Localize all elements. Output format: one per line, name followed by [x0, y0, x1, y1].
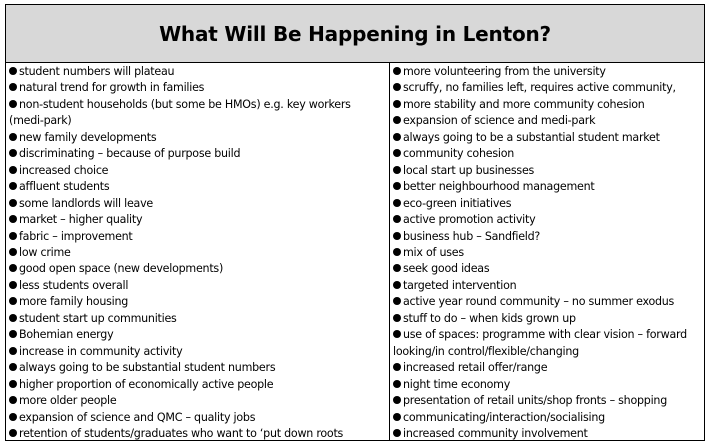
list-item-text: discriminating – because of purpose build: [19, 147, 241, 161]
list-item: [6, 377, 389, 393]
bullet-icon: [393, 215, 401, 223]
list-item-text: active year round community – no summer exodus: [403, 295, 675, 309]
list-item-text: better neighbourhood management: [403, 180, 595, 194]
list-item-text: increased choice: [19, 163, 109, 177]
bullet-icon: [393, 314, 401, 322]
bullet-icon: [9, 347, 17, 355]
list-item: [390, 278, 704, 294]
title-row: [6, 5, 704, 63]
list-item: [6, 426, 389, 442]
list-item-text: seek good ideas: [403, 262, 490, 276]
list-item: [6, 410, 389, 426]
list-item-text: local start up businesses: [403, 163, 535, 177]
list-item: [390, 393, 704, 409]
bullet-icon: [393, 133, 401, 141]
list-item: [390, 146, 704, 162]
bullet-icon: [393, 264, 401, 272]
list-item-text: fabric – improvement: [19, 229, 133, 243]
list-item-text: always going to be substantial student numbers: [19, 361, 276, 375]
list-item: [390, 294, 704, 310]
bullet-icon: [393, 429, 401, 437]
list-item: [6, 344, 389, 360]
bullet-icon: [393, 100, 401, 108]
list-item-text: always going to be a substantial student market: [403, 130, 660, 144]
list-item: [6, 245, 389, 261]
bullet-icon: [9, 182, 17, 190]
list-item-text: expansion of science and medi-park: [403, 114, 596, 128]
bullet-icon: [393, 363, 401, 371]
list-item: [390, 360, 704, 376]
list-item: [390, 410, 704, 426]
list-item-text: market – higher quality: [19, 213, 143, 227]
bullet-icon: [393, 232, 401, 240]
list-item-text: Bohemian energy: [19, 328, 114, 342]
bullet-icon: [9, 297, 17, 305]
list-item: [390, 212, 704, 228]
list-item: [390, 245, 704, 261]
bullet-icon: [393, 67, 401, 75]
bullet-icon: [393, 281, 401, 289]
list-item: [390, 311, 704, 327]
list-item: [390, 327, 704, 360]
list-item-text: more stability and more community cohesion: [403, 97, 645, 111]
bullet-icon: [9, 429, 17, 437]
list-item-text: higher proportion of economically active people: [19, 377, 274, 391]
list-item: [390, 113, 704, 129]
right-column: [390, 63, 704, 442]
list-item-text: less students overall: [19, 278, 129, 292]
bullet-icon: [393, 413, 401, 421]
list-item-text: stuff to do – when kids grown up: [403, 311, 576, 325]
list-item: [390, 377, 704, 393]
list-item-text: good open space (new developments): [19, 262, 224, 276]
list-item: [390, 261, 704, 277]
list-item: [6, 64, 389, 80]
list-item-text: retention of students/graduates who want to ‘put down roots: [19, 426, 344, 440]
list-item-text: more family housing: [19, 295, 129, 309]
bullet-icon: [9, 83, 17, 91]
list-item: [6, 196, 389, 212]
list-item-text: expansion of science and QMC – quality jobs: [19, 410, 256, 424]
bullet-icon: [393, 297, 401, 305]
list-item: [390, 179, 704, 195]
list-item: [6, 311, 389, 327]
bullet-icon: [9, 215, 17, 223]
bullet-icon: [9, 67, 17, 75]
bullet-icon: [393, 166, 401, 174]
list-item: [6, 97, 389, 130]
list-item: [6, 294, 389, 310]
list-item: [6, 212, 389, 228]
list-item-text: more volunteering from the university: [403, 65, 606, 78]
bullet-icon: [393, 116, 401, 124]
bullet-icon: [393, 199, 401, 207]
list-item: [390, 426, 704, 442]
bullet-icon: [9, 248, 17, 256]
bullet-icon: [9, 281, 17, 289]
list-item: [6, 261, 389, 277]
list-item: [390, 130, 704, 146]
list-item: [390, 64, 704, 80]
list-item: [390, 229, 704, 245]
bullet-icon: [9, 133, 17, 141]
list-item-text: student numbers will plateau: [19, 65, 175, 78]
bullet-icon: [9, 413, 17, 421]
list-item: [6, 163, 389, 179]
list-item-text: non-student households (but some be HMOs) e.g. key workers (medi-park): [9, 97, 351, 128]
list-item-text: use of spaces: programme with clear vision – forward looking/in control/flexible/changing: [393, 328, 687, 358]
bullet-icon: [9, 100, 17, 108]
list-item-text: new family developments: [19, 130, 157, 144]
bullet-icon: [9, 264, 17, 272]
list-item: [6, 393, 389, 409]
list-item-text: natural trend for growth in families: [19, 81, 205, 95]
bullet-icon: [9, 363, 17, 371]
list-item-text: affluent students: [19, 180, 110, 194]
list-item: [6, 360, 389, 376]
list-item-text: low crime: [19, 245, 71, 259]
bullet-icon: [393, 248, 401, 256]
list-item-text: eco-green initiatives: [403, 196, 512, 210]
bullet-icon: [393, 380, 401, 388]
list-item: [6, 229, 389, 245]
list-item-text: increase in community activity: [19, 344, 183, 358]
list-item: [6, 130, 389, 146]
bullet-icon: [9, 330, 17, 338]
list-item-text: scruffy, no families left, requires active community,: [403, 81, 676, 95]
list-item-text: community cohesion: [403, 147, 515, 161]
bullet-icon: [9, 232, 17, 240]
list-item: [6, 327, 389, 343]
list-item-text: communicating/interaction/socialising: [403, 410, 605, 424]
list-item: [390, 97, 704, 113]
list-item-text: presentation of retail units/shop fronts – shopping: [403, 394, 667, 408]
list-item: [390, 80, 704, 96]
bullet-icon: [9, 380, 17, 388]
bullet-icon: [393, 330, 401, 338]
list-item: [6, 278, 389, 294]
list-item-text: mix of uses: [403, 245, 464, 259]
list-item: [6, 179, 389, 195]
bullet-icon: [393, 396, 401, 404]
bullet-icon: [393, 182, 401, 190]
list-item-text: student start up communities: [19, 311, 177, 325]
list-item-text: targeted intervention: [403, 278, 517, 292]
bullet-icon: [9, 396, 17, 404]
bullet-icon: [9, 314, 17, 322]
list-item: [6, 80, 389, 96]
list-item-text: night time economy: [403, 377, 511, 391]
page-title: What Will Be Happening in Lenton?: [159, 21, 551, 46]
left-column: [6, 63, 390, 440]
list-item: [6, 146, 389, 162]
bullet-icon: [9, 199, 17, 207]
list-item-text: more older people: [19, 394, 117, 408]
list-item: [390, 196, 704, 212]
bullet-icon: [9, 166, 17, 174]
list-item-text: active promotion activity: [403, 213, 536, 227]
bullet-icon: [393, 149, 401, 157]
lenton-table: [5, 4, 705, 441]
list-item-text: increased retail offer/range: [403, 361, 548, 375]
list-item-text: some landlords will leave: [19, 196, 153, 210]
bullet-icon: [9, 149, 17, 157]
list-item-text: increased community involvement: [403, 426, 588, 440]
list-item-text: business hub – Sandfield?: [403, 229, 541, 243]
bullet-icon: [393, 83, 401, 91]
list-item: [390, 163, 704, 179]
